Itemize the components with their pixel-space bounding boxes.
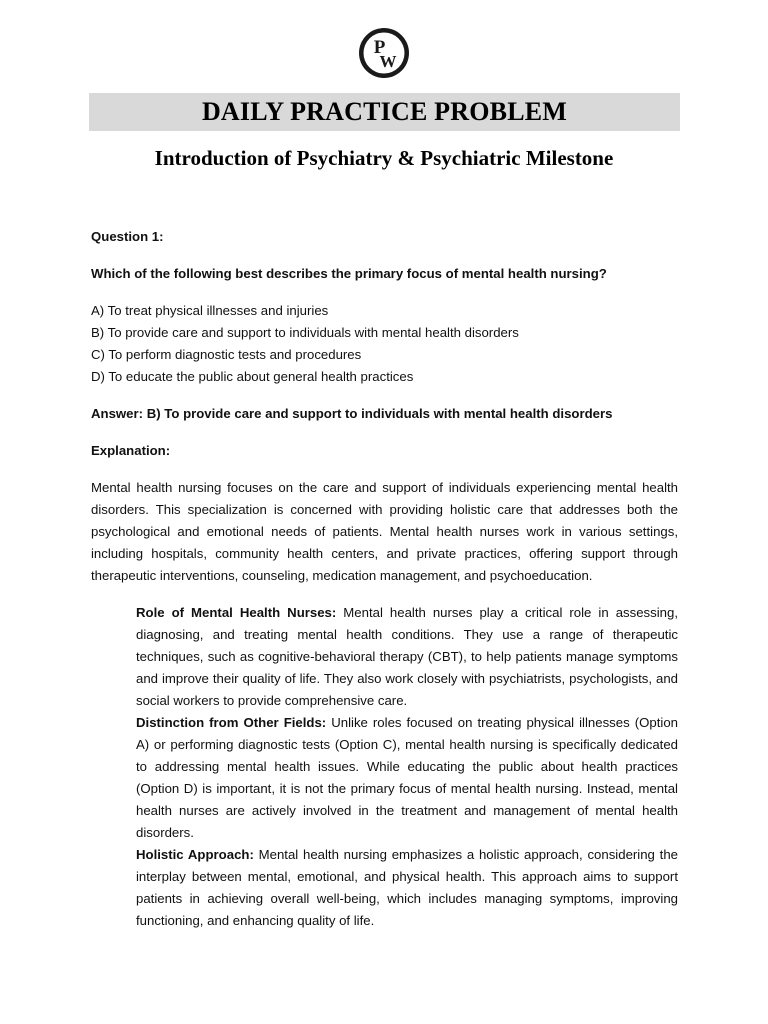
svg-text:P: P	[373, 37, 386, 58]
explanation-label: Explanation:	[91, 443, 171, 458]
pw-logo-icon	[358, 27, 410, 79]
question-label: Question 1:	[91, 229, 164, 244]
option-b: B) To provide care and support to individuals with mental health disorders	[91, 325, 519, 340]
svg-text:W: W	[379, 52, 397, 71]
option-c: C) To perform diagnostic tests and procedures	[91, 347, 362, 362]
page-subtitle: Introduction of Psychiatry & Psychiatric Milestone	[154, 146, 614, 170]
explanation-points	[136, 602, 678, 932]
point-body: Mental health nurses play a critical role in assessing, diagnosing, and treating mental health conditions. They use a range of therapeutic techniques, such as cognitive-behavioral therapy (CBT), to help patients manage symptoms and improve their quality of life. They also work closely with psychiatrists, psychologists, and social workers to provide comprehensive care.	[136, 605, 678, 708]
option-list	[91, 300, 678, 388]
point-title: Holistic Approach:	[136, 847, 254, 862]
title-banner	[89, 93, 680, 131]
page-title: DAILY PRACTICE PROBLEM	[201, 97, 568, 126]
question-content	[91, 226, 678, 932]
explanation-text: Mental health nursing focuses on the care and support of individuals experiencing mental health disorders. This specialization is concerned with providing holistic care that addresses both the psychological and emotional needs of patients. Mental health nurses work in various settings, including hospitals, community health centers, and private practices, offering support through therapeutic interventions, counseling, medication management, and psychoeducation.	[91, 480, 678, 583]
point-body: Unlike roles focused on treating physical illnesses (Option A) or performing diagnostic tests (Option C), mental health nursing is specifically dedicated to addressing mental health issues. While educating the public about health practices (Option D) is important, it is not the primary focus of mental health nursing. Instead, mental health nurses are actively involved in the treatment and management of mental health disorders.	[136, 715, 678, 840]
option-d: D) To educate the public about general health practices	[91, 369, 414, 384]
point-body: Mental health nursing emphasizes a holistic approach, considering the interplay between mental, emotional, and physical health. This approach aims to support patients in achieving overall well-being, which includes managing symptoms, improving functioning, and enhancing quality of life.	[136, 847, 678, 928]
point-distinction	[136, 712, 678, 844]
option-a: A) To treat physical illnesses and injuries	[91, 303, 329, 318]
answer-text: Answer: B) To provide care and support to individuals with mental health disorders	[91, 406, 613, 421]
point-role	[136, 602, 678, 712]
point-title: Role of Mental Health Nurses:	[136, 605, 337, 620]
question-text: Which of the following best describes the primary focus of mental health nursing?	[91, 266, 607, 281]
point-holistic	[136, 844, 678, 932]
point-title: Distinction from Other Fields:	[136, 715, 327, 730]
